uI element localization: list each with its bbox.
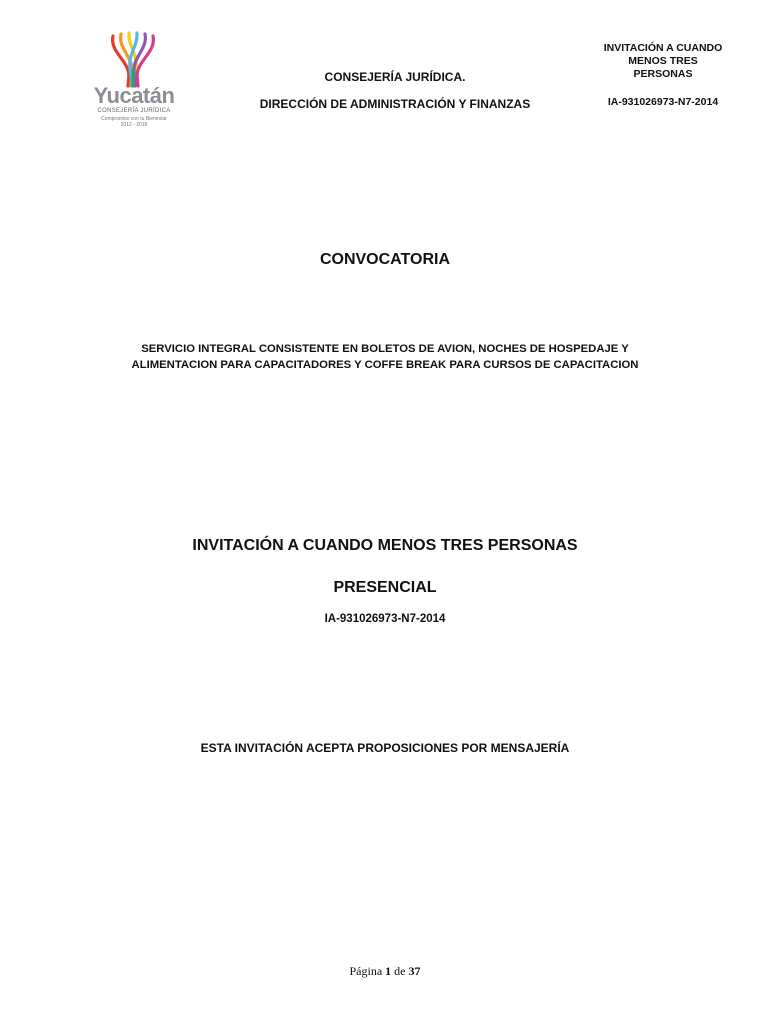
page-number: [0, 964, 770, 979]
header-invitation-line3: PERSONAS: [633, 68, 693, 80]
invitation-code: IA-931026973-N7-2014: [324, 613, 446, 625]
page-prefix: Página: [349, 964, 383, 978]
logo-wordmark: Yucatán: [93, 83, 175, 108]
invitation-type: INVITACIÓN A CUANDO MENOS TRES PERSONAS: [192, 537, 578, 554]
org-department: DIRECCIÓN DE ADMINISTRACIÓN Y FINANZAS: [259, 97, 531, 111]
logo-subtitle: CONSEJERÍA JURÍDICA: [97, 108, 171, 114]
header-invitation-info: [578, 42, 748, 109]
service-description-line1: SERVICIO INTEGRAL CONSISTENTE EN BOLETOS DE AVION, NOCHES DE HOSPEDAJE Y: [141, 343, 629, 355]
logo-tagline-text: Compromiso con tu Bienestar: [101, 116, 167, 122]
service-description-line2: ALIMENTACION PARA CAPACITADORES Y COFFE BREAK PARA CURSOS DE CAPACITACION: [131, 359, 639, 371]
document-title: CONVOCATORIA: [319, 251, 451, 268]
header-invitation-line1: INVITACIÓN A CUANDO: [603, 42, 723, 54]
page-total: 37: [408, 964, 421, 978]
logo-tagline: [92, 116, 176, 128]
logo-years: 2012 - 2018: [120, 122, 148, 128]
header-invitation-code: IA-931026973-N7-2014: [607, 96, 719, 108]
org-name: CONSEJERÍA JURÍDICA.: [324, 70, 466, 84]
service-description: [60, 341, 710, 373]
header-organization: [230, 70, 560, 111]
page-of: de: [394, 964, 406, 978]
page-current: 1: [385, 964, 392, 978]
header-invitation-line2: MENOS TRES: [628, 55, 698, 67]
acceptance-note: ESTA INVITACIÓN ACEPTA PROPOSICIONES POR MENSAJERÍA: [200, 741, 570, 755]
invitation-mode: PRESENCIAL: [333, 579, 437, 596]
